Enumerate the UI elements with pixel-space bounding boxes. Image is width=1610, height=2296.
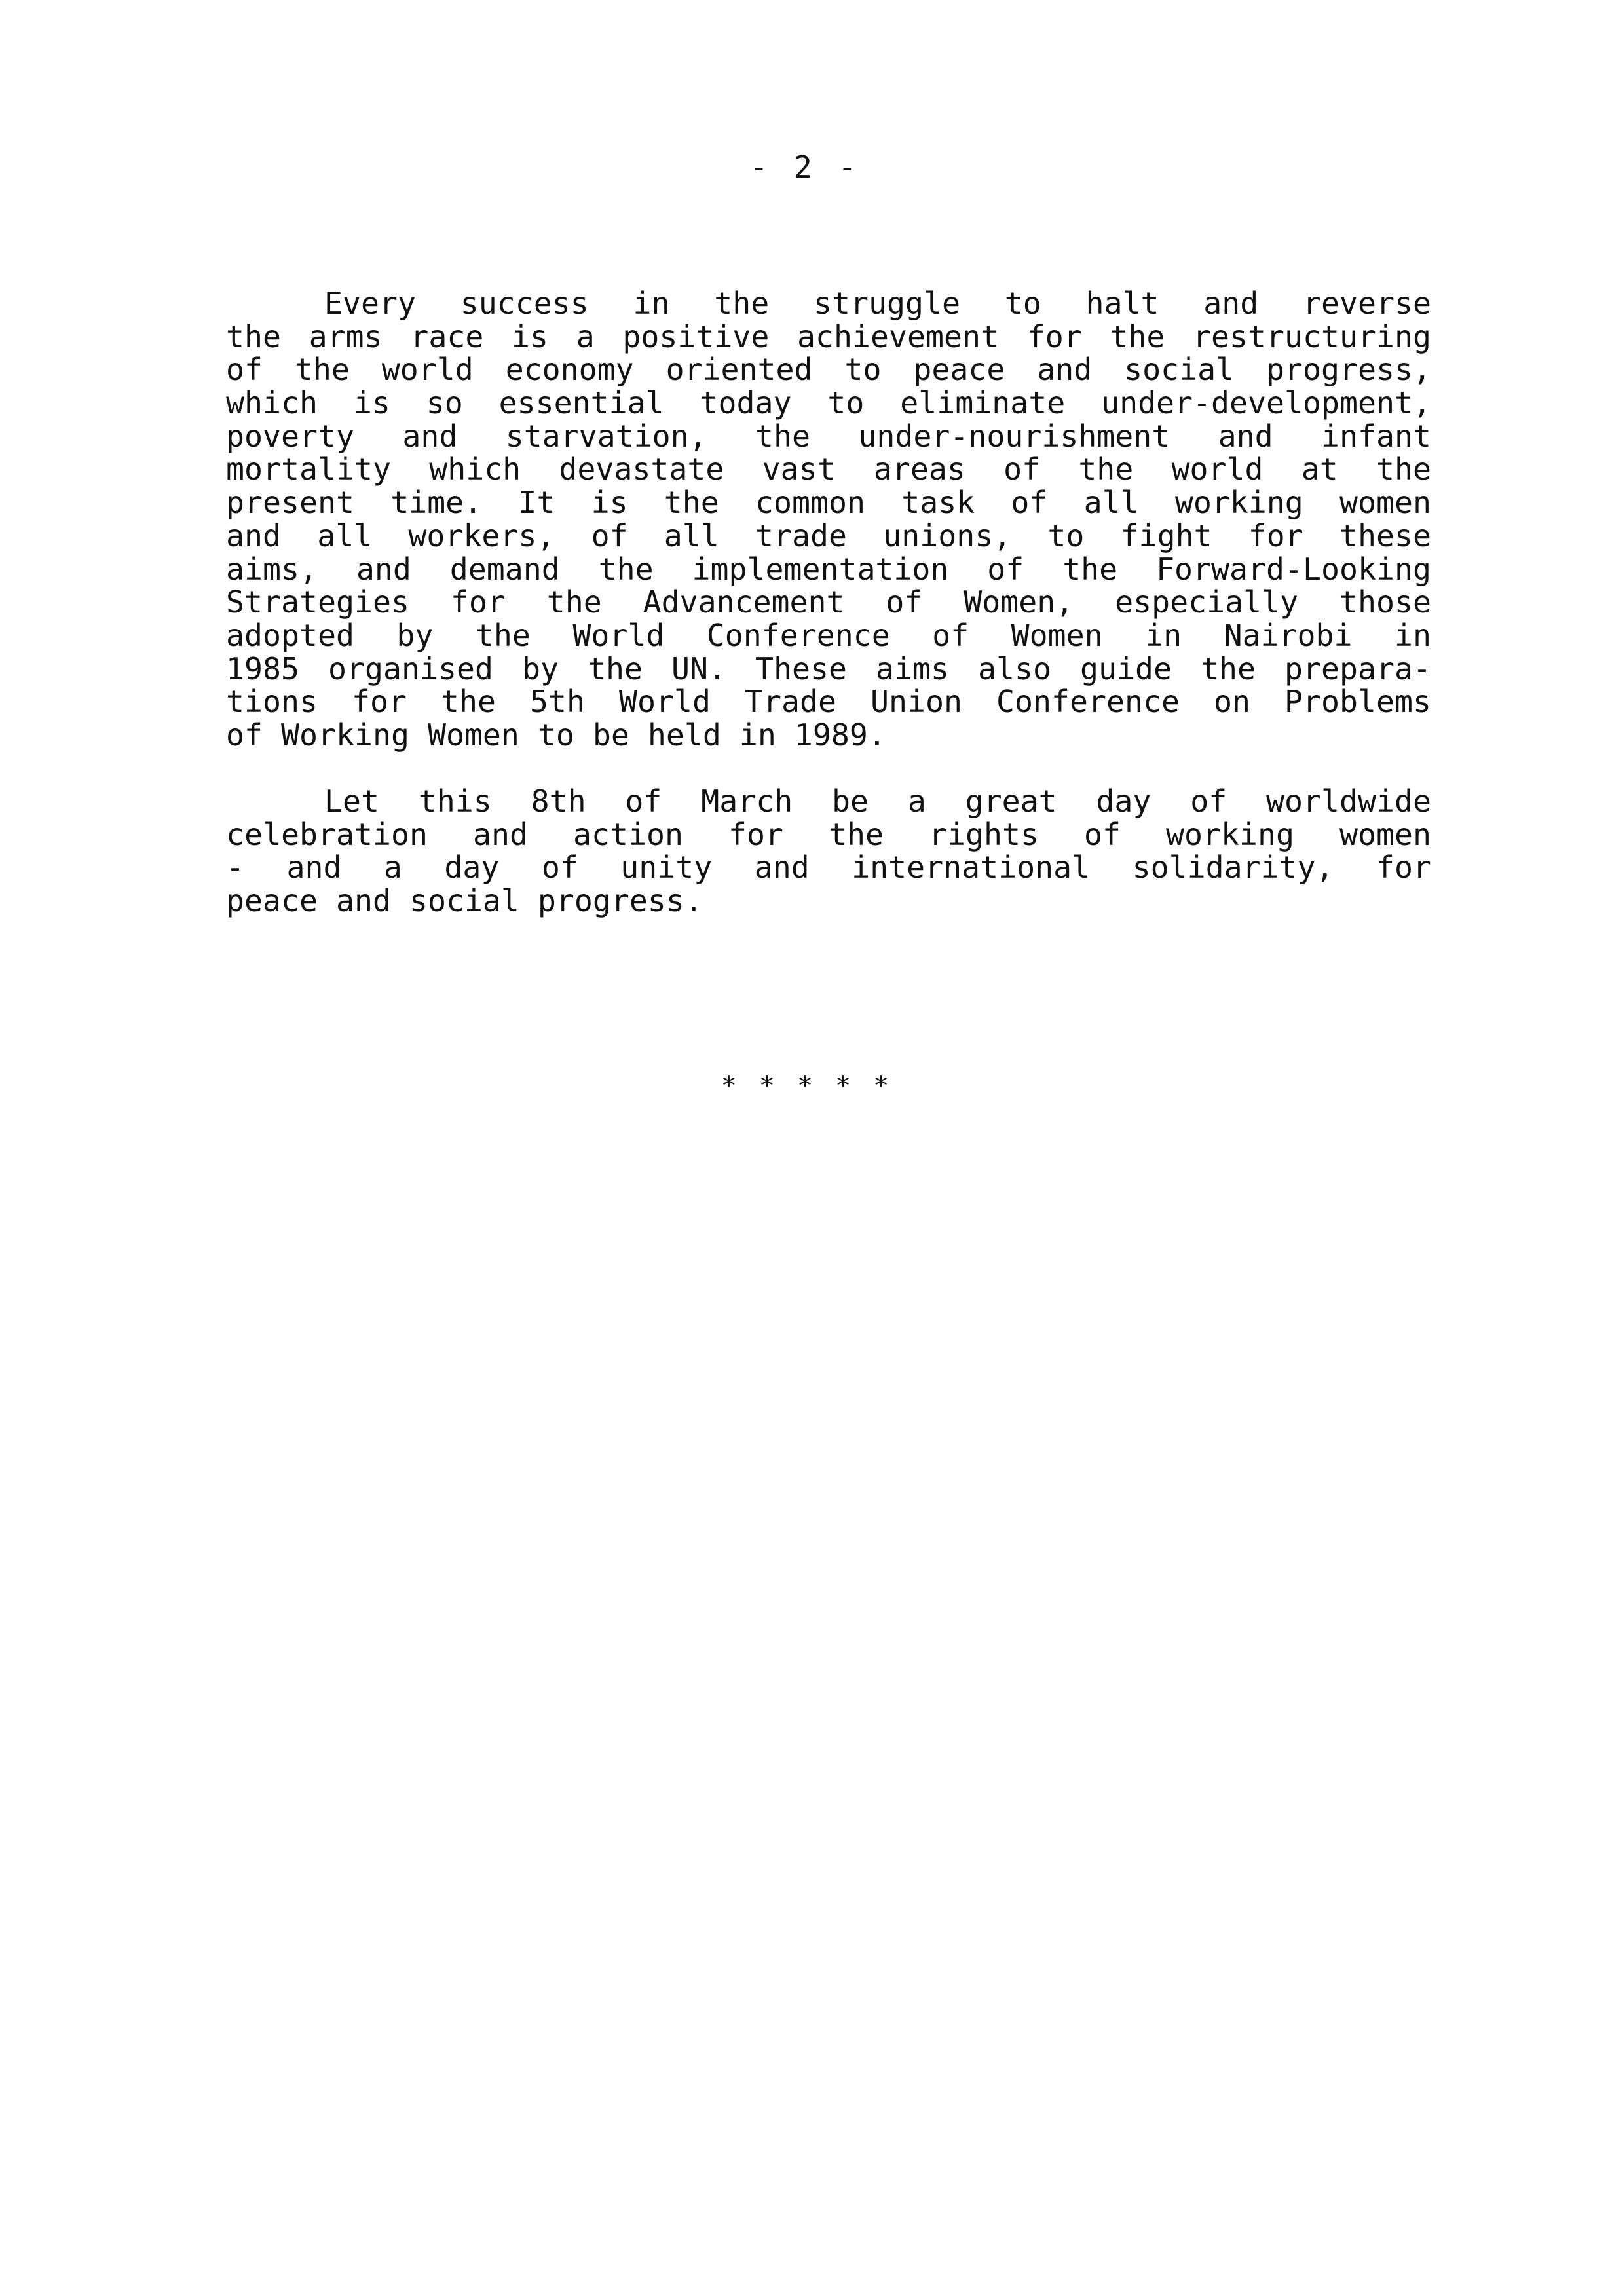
- paragraph-line: adopted by the World Conference of Women in Nairobi in: [226, 617, 1431, 653]
- paragraph-line: celebration and action for the rights of working women: [226, 816, 1431, 852]
- paragraph-8th-of-march: [226, 785, 1431, 918]
- paragraph-line: aims, and demand the implementation of the Forward-Looking: [226, 551, 1431, 587]
- paragraph-line: and all workers, of all trade unions, to fight for these: [226, 518, 1431, 554]
- paragraph-line: tions for the 5th World Trade Union Conference on Problems: [226, 684, 1431, 720]
- paragraph-arms-race: [226, 287, 1431, 752]
- paragraph-line: of Working Women to be held in 1989.: [226, 717, 886, 753]
- paragraph-line: poverty and starvation, the under-nourishment and infant: [226, 418, 1431, 454]
- page-number: - 2 -: [749, 149, 861, 185]
- section-separator-asterisks: *****: [721, 1071, 912, 1101]
- paragraph-line: present time. It is the common task of all working women: [226, 485, 1431, 521]
- paragraph-line: 1985 organised by the UN. These aims also guide the prepara-: [226, 650, 1431, 687]
- paragraph-line: the arms race is a positive achievement for the restructuring: [226, 318, 1431, 354]
- paragraph-line: mortality which devastate vast areas of the world at the: [226, 451, 1431, 487]
- paragraph-line: peace and social progress.: [226, 883, 703, 919]
- paragraph-line: of the world economy oriented to peace and social progress,: [226, 352, 1431, 388]
- paragraph-line: Every success in the struggle to halt and reverse: [324, 286, 1431, 321]
- paragraph-line: which is so essential today to eliminate under-development,: [226, 385, 1431, 421]
- paragraph-line: Let this 8th of March be a great day of worldwide: [324, 783, 1431, 819]
- paragraph-line: Strategies for the Advancement of Women, especially those: [226, 584, 1431, 620]
- paragraph-line: - and a day of unity and international solidarity, for: [226, 850, 1431, 886]
